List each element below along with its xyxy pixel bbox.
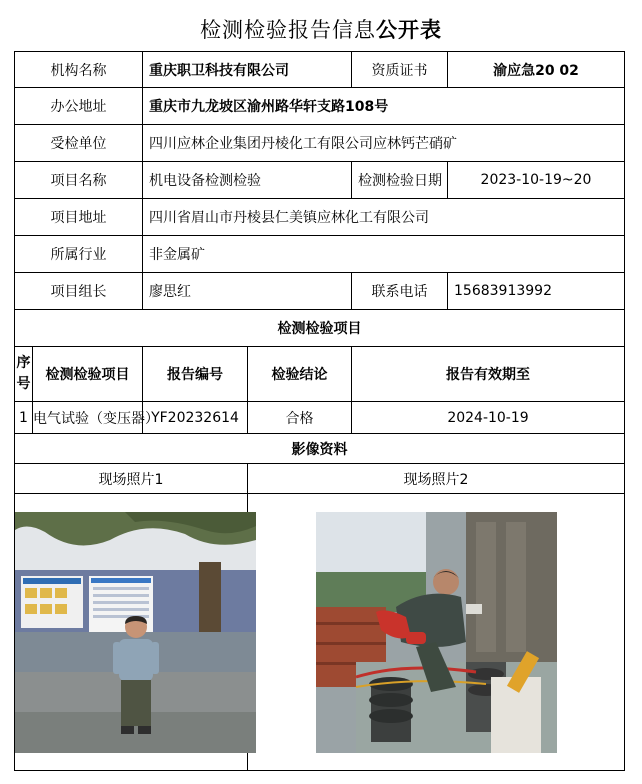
inspected-value: 四川应林企业集团丹棱化工有限公司应林钙芒硝矿 (143, 125, 625, 162)
industry-label: 所属行业 (15, 236, 143, 273)
row-inspected (15, 125, 625, 162)
row-address (15, 88, 625, 125)
col-conclusion-header: 检验结论 (248, 347, 352, 402)
items-section-row (15, 310, 625, 347)
photos-row (15, 494, 625, 771)
row-site (15, 199, 625, 236)
leader-label: 项目组长 (15, 273, 143, 310)
items-section-title: 检测检验项目 (15, 310, 625, 347)
col-report-header: 报告编号 (143, 347, 248, 402)
row-project (15, 162, 625, 199)
inspected-label: 受检单位 (15, 125, 143, 162)
photos-section-title: 影像资料 (15, 434, 625, 464)
photo2-label: 现场照片2 (248, 464, 625, 494)
photo-labels-row (15, 464, 625, 494)
site-value: 四川省眉山市丹棱县仁美镇应林化工有限公司 (143, 199, 625, 236)
cert-value: 渝应急20 02 (448, 52, 625, 88)
row-org (15, 52, 625, 88)
address-label: 办公地址 (15, 88, 143, 125)
table-row (15, 402, 625, 434)
date-label: 检测检验日期 (352, 162, 448, 199)
item-name: 电气试验（变压器） (33, 402, 143, 434)
photo1-label: 现场照片1 (15, 464, 248, 494)
page-title (0, 14, 642, 44)
photo2-cell (248, 494, 625, 771)
industry-value: 非金属矿 (143, 236, 625, 273)
org-label: 机构名称 (15, 52, 143, 88)
site-label: 项目地址 (15, 199, 143, 236)
project-label: 项目名称 (15, 162, 143, 199)
item-report-no: YF20232614 (143, 402, 248, 434)
col-no-header-line1: 序 (16, 355, 31, 371)
items-header-row (15, 347, 625, 402)
leader-value: 廖思红 (143, 273, 352, 310)
date-value: 2023-10-19~20 (448, 162, 625, 199)
photos-section-row (15, 434, 625, 464)
col-no-header-line2: 号 (16, 376, 31, 392)
project-value: 机电设备检测检验 (143, 162, 352, 199)
col-item-header: 检测检验项目 (33, 347, 143, 402)
phone-value: 15683913992 (448, 273, 625, 310)
phone-label: 联系电话 (352, 273, 448, 310)
site-photo-2 (316, 512, 557, 753)
cert-label: 资质证书 (352, 52, 448, 88)
col-no-header (15, 347, 33, 402)
report-table (14, 51, 625, 771)
org-value: 重庆职卫科技有限公司 (143, 52, 352, 88)
site-photo-1 (15, 512, 256, 753)
row-leader (15, 273, 625, 310)
col-valid-header: 报告有效期至 (352, 347, 625, 402)
title-bold: 公开表 (376, 18, 442, 42)
row-industry (15, 236, 625, 273)
photo1-cell (15, 494, 248, 771)
item-no: 1 (15, 402, 33, 434)
item-valid-until: 2024-10-19 (352, 402, 625, 434)
item-conclusion: 合格 (248, 402, 352, 434)
address-value: 重庆市九龙坡区渝州路华轩支路108号 (143, 88, 625, 125)
title-normal: 检测检验报告信息 (200, 18, 376, 42)
